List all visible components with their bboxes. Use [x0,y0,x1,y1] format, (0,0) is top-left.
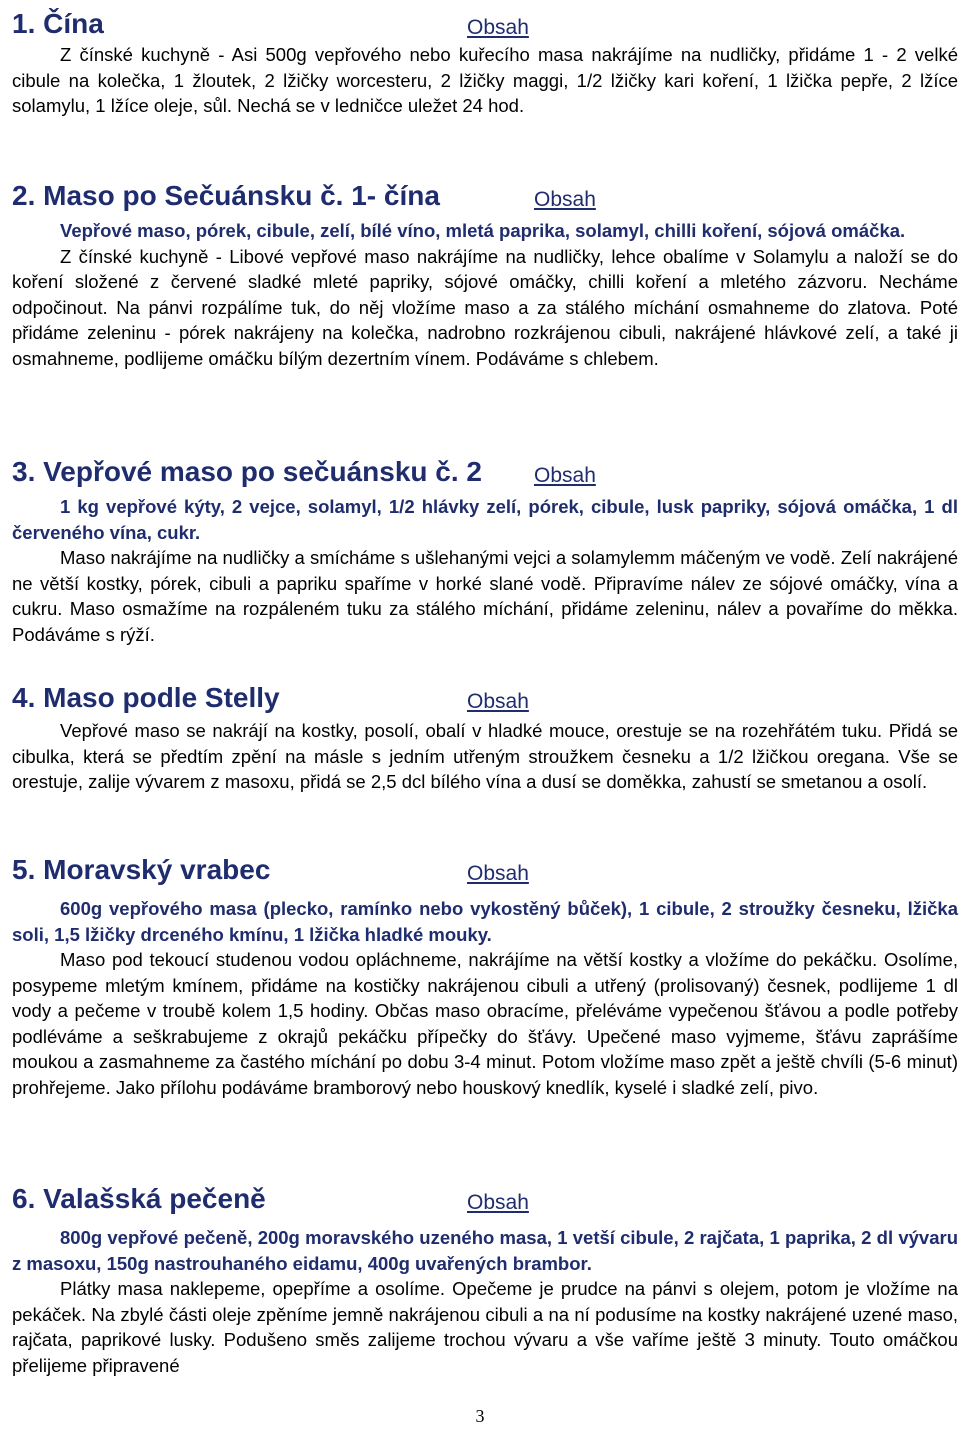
recipe-heading-row [12,448,958,490]
recipe-section-4 [12,674,958,795]
recipe-section-2 [12,172,958,371]
recipe-section-5 [12,846,958,1100]
recipe-title: 6. Valašská pečeně [12,1183,266,1214]
recipe-title: 3. Vepřové maso po sečuánsku č. 2 [12,456,482,487]
recipe-instructions: Maso pod tekoucí studenou vodou opláchneme, nakrájíme na větší kostky a vložíme do pekáčku. Osolíme, posypeme mletým kmínem, přidáme na kostičky nakrájenou cibuli a utřený (prolisovaný) česnek, podlijeme 1 dl vody a pečeme v troubě kolem 1,5 hodiny. Občas maso obracíme, přeléváme vypečenou šťávou a podle potřeby podléváme a seškrabujeme z okrajů pekáčku přípečky do šťávy. Upečené maso vyjmeme, šťávu zaprášíme moukou a zasmahneme za častého míchání po dobu 3-4 minut. Potom vložíme maso zpět a ještě chvíli (5-6 minut) prohřejeme. Jako přílohu podáváme bramborový nebo houskový knedlík, kyselé i sladké zelí, pivo. [12,949,958,1098]
recipe-instructions: Z čínské kuchyně - Asi 500g vepřového nebo kuřecího masa nakrájíme na nudličky, přidáme 1 - 2 velké cibule na kolečka, 1 žloutek, 2 lžičky worcesteru, 2 lžičky maggi, 1/2 lžičky kari koření, 1 lžička pepře, 2 lžíce solamylu, 1 lžíce oleje, sůl. Nechá se v ledničce uležet 24 hod. [12,44,958,116]
recipe-title: 5. Moravský vrabec [12,854,271,885]
contents-link[interactable]: Obsah [467,16,529,39]
recipe-section-1 [12,0,958,119]
recipe-ingredients: 600g vepřového masa (plecko, ramínko nebo vykostěný bůček), 1 cibule, 2 stroužky česneku, lžička soli, 1,5 lžičky drceného kmínu, 1 lžička hladké mouky. [12,898,958,945]
recipe-heading-row [12,172,958,214]
recipe-title: 2. Maso po Sečuánsku č. 1- čína [12,180,440,211]
recipe-instructions: Maso nakrájíme na nudličky a smícháme s ušlehanými vejci a solamylemm máčeným ve vodě. Zelí nakrájené ne větší kostky, pórek, cibuli a papriku spaříme v horké slané vodě. Připravíme nálev ze sójové omáčky, vína a cukru. Maso osmažíme na rozpáleném tuku za stálého míchání, přidáme zeleninu, nálev a povaříme do měkka. Podáváme s rýží. [12,547,958,645]
page-number: 3 [475,1406,485,1426]
recipe-ingredients: 800g vepřové pečeně, 200g moravského uzeného masa, 1 vetší cibule, 2 rajčata, 1 paprika, 2 dl vývaru z masoxu, 150g nastrouhaného eidamu, 400g uvařených brambor. [12,1227,958,1274]
recipe-instructions: Plátky masa naklepeme, opepříme a osolíme. Opečeme je prudce na pánvi s olejem, potom je vložíme na pekáček. Na zbylé části oleje zpěníme jemně nakrájenou cibuli a na ní podusíme na kostky nakrájené uzené maso, rajčata, paprikové lusky. Podušeno směs zalijeme trochou vývaru a vše vaříme ještě 3 minuty. Touto omáčkou přelijeme připravené [12,1278,958,1376]
recipe-title: 4. Maso podle Stelly [12,682,280,713]
recipe-heading-row [12,0,958,42]
contents-link[interactable]: Obsah [467,690,529,713]
recipe-section-3 [12,448,958,647]
recipe-instructions: Z čínské kuchyně - Libové vepřové maso nakrájíme na nudličky, lehce obalíme v Solamylu a naloží se do koření složené z červené sladké mleté papriky, sójové omáčky, chilli koření a mletého zázvoru. Necháme odpočinout. Na pánvi rozpálíme tuk, do něj vložíme maso a za stálého míchání osmahneme do zlatova. Poté přidáme zeleninu - pórek nakrájeny na kolečka, nadrobno rozkrájenou cibuli, nakrájené hlávkové zelí, a také ji osmahneme, podlijeme omáčku bílým dezertním vínem. Podáváme s chlebem. [12,245,958,369]
contents-link[interactable]: Obsah [534,188,596,211]
recipe-title: 1. Čína [12,8,104,39]
contents-link[interactable]: Obsah [467,1191,529,1214]
recipe-ingredients: Vepřové maso, pórek, cibule, zelí, bílé víno, mletá paprika, solamyl, chilli koření, sójová omáčka. [60,220,906,241]
contents-link[interactable]: Obsah [534,464,596,487]
recipe-ingredients: 1 kg vepřové kýty, 2 vejce, solamyl, 1/2 hlávky zelí, pórek, cibule, lusk papriky, sójová omáčka, 1 dl červeného vína, cukr. [12,496,958,543]
recipe-section-6 [12,1175,958,1378]
contents-link[interactable]: Obsah [467,862,529,885]
recipe-instructions: Vepřové maso se nakrájí na kostky, posolí, obalí v hladké mouce, orestuje se na rozehřátém tuku. Přidá se cibulka, která se předtím zpění na másle s jedním utřeným stroužkem česneku a 1/2 lžičkou oregana. Vše se orestuje, zalije vývarem z masoxu, přidá se 2,5 dcl bílého vína a dusí se doměkka, zahustí se smetanou a osolí. [12,720,958,792]
recipe-heading-row [12,1175,958,1217]
recipe-heading-row [12,674,958,716]
recipe-heading-row [12,846,958,888]
